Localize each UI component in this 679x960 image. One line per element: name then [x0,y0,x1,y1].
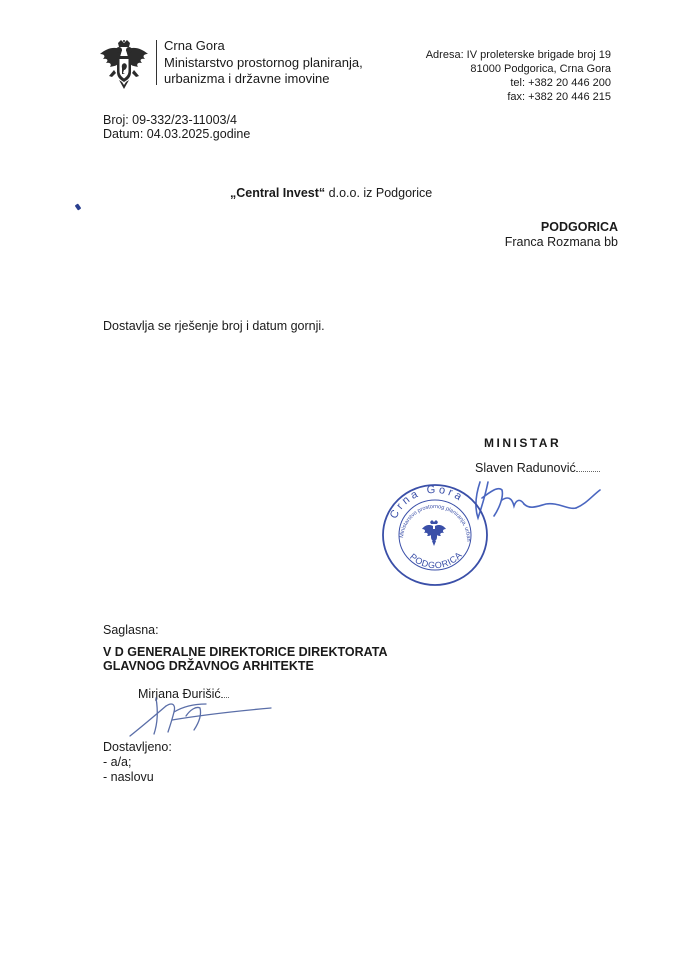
stamp-top-text: Crna Gora [387,483,467,521]
header-tel: tel: +382 20 446 200 [510,77,611,89]
addressee-company-suffix: d.o.o. iz Podgorice [325,186,433,200]
stamp-ring-text: Ministarstvo prostornog planiranja, urban [399,503,472,542]
addressee-street: Franca Rozmana bb [504,235,618,249]
addressee-company [230,186,432,201]
addressee-city: PODGORICA [540,220,618,234]
official-stamp [379,482,491,588]
consent-name-text: Mirjana Đurišić [138,687,221,701]
delivery-label: Dostavljeno: [103,740,172,754]
header-ministry-line2: urbanizma i državne imovine [164,71,330,86]
signature-title: MINISTAR [484,436,562,450]
consent-signature [126,692,276,740]
svg-text:PODGORICA [408,550,464,571]
header-divider [156,40,157,85]
delivery-item: - naslovu [103,770,154,784]
stamp-bottom-text: PODGORICA [408,549,465,571]
addressee-company-name: „Central Invest“ [230,186,326,200]
signature-dots [576,460,600,472]
consent-title-line1: V D GENERALNE DIREKTORICE DIREKTORATA [103,645,388,659]
header-ministry-line1: Ministarstvo prostornog planiranja, [164,55,363,70]
header-fax: fax: +382 20 446 215 [507,91,611,103]
signature-name-text: Slaven Radunović [475,461,576,475]
header-address-line1: Adresa: IV proleterske brigade broj 19 [425,49,611,61]
signature-name [475,460,600,476]
consent-title-line2: GLAVNOG DRŽAVNOG ARHITEKTE [103,659,314,673]
delivery-item: - a/a; [103,755,132,769]
reference-number: Broj: 09-332/23-11003/4 [103,113,237,127]
body-text: Dostavlja se rješenje broj i datum gornji. [103,319,325,333]
stray-mark [75,203,82,210]
header-address-line2: 81000 Podgorica, Crna Gora [470,63,611,75]
reference-date: Datum: 04.03.2025.godine [103,127,251,141]
header-country: Crna Gora [164,38,225,53]
consent-label: Saglasna: [103,623,159,637]
coat-of-arms-icon [97,40,151,90]
